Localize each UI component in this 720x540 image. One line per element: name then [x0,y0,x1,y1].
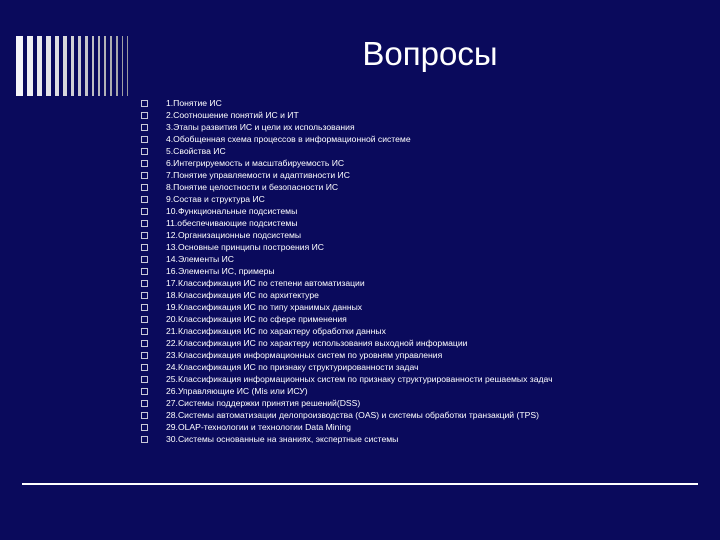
square-bullet-icon [141,292,148,299]
square-bullet-icon [141,184,148,191]
decorative-bar [92,36,94,96]
question-item [141,325,711,337]
decorative-bar [127,36,128,96]
question-item [141,145,711,157]
square-bullet-icon [141,100,148,107]
decorative-bar [122,36,123,96]
question-item [141,109,711,121]
square-bullet-icon [141,268,148,275]
question-item [141,385,711,397]
question-text: 23.Классификация информационных систем по уровням управления [166,350,443,360]
slide-title: Вопросы [362,35,498,72]
question-item [141,229,711,241]
question-item [141,349,711,361]
decorative-bar [104,36,106,96]
question-item [141,181,711,193]
square-bullet-icon [141,424,148,431]
question-text: 22.Классификация ИС по характеру использования выходной информации [166,338,468,348]
decorative-bars [16,36,156,96]
question-text: 16.Элементы ИС, примеры [166,266,275,276]
question-text: 2.Соотношение понятий ИС и ИТ [166,110,299,120]
square-bullet-icon [141,340,148,347]
question-item [141,169,711,181]
question-item [141,301,711,313]
question-text: 9.Состав и структура ИС [166,194,265,204]
question-item [141,193,711,205]
question-text: 12.Организационные подсистемы [166,230,302,240]
decorative-bar [16,36,23,96]
question-text: 1.Понятие ИС [166,98,222,108]
decorative-bar [85,36,88,96]
square-bullet-icon [141,376,148,383]
question-item [141,217,711,229]
square-bullet-icon [141,400,148,407]
question-item [141,361,711,373]
square-bullet-icon [141,364,148,371]
question-text: 7.Понятие управляемости и адаптивности ИС [166,170,350,180]
decorative-bar [46,36,51,96]
question-item [141,397,711,409]
question-text: 8.Понятие целостности и безопасности ИС [166,182,339,192]
square-bullet-icon [141,256,148,263]
decorative-bar [71,36,74,96]
question-item [141,421,711,433]
question-item [141,97,711,109]
question-text: 24.Классификация ИС по признаку структурированности задач [166,362,419,372]
question-text: 18.Классификация ИС по архитектуре [166,290,319,300]
square-bullet-icon [141,136,148,143]
decorative-bar [55,36,59,96]
square-bullet-icon [141,304,148,311]
square-bullet-icon [141,220,148,227]
question-text: 20.Классификация ИС по сфере применения [166,314,347,324]
question-item [141,265,711,277]
square-bullet-icon [141,112,148,119]
square-bullet-icon [141,232,148,239]
question-text: 19.Классификация ИС по типу хранимых данных [166,302,363,312]
question-text: 13.Основные принципы построения ИС [166,242,325,252]
decorative-bar [110,36,112,96]
question-text: 28.Системы автоматизации делопроизводства (OAS) и системы обработки транзакций (TPS) [166,410,539,420]
bottom-rule [22,483,698,485]
decorative-bar [116,36,118,96]
decorative-bar [63,36,67,96]
decorative-bar [37,36,42,96]
square-bullet-icon [141,160,148,167]
question-text: 29.OLAP-технологии и технологии Data Mining [166,422,351,432]
question-text: 3.Этапы развития ИС и цели их использования [166,122,355,132]
square-bullet-icon [141,148,148,155]
question-item [141,241,711,253]
question-text: 30.Системы основанные на знаниях, экспертные системы [166,434,399,444]
question-item [141,313,711,325]
question-item [141,277,711,289]
question-item [141,205,711,217]
square-bullet-icon [141,316,148,323]
question-text: 11.обеспечивающие подсистемы [166,218,298,228]
square-bullet-icon [141,196,148,203]
square-bullet-icon [141,172,148,179]
square-bullet-icon [141,124,148,131]
question-item [141,253,711,265]
question-text: 6.Интегрируемость и масштабируемость ИС [166,158,345,168]
question-item [141,373,711,385]
square-bullet-icon [141,328,148,335]
decorative-bar [98,36,100,96]
question-item [141,409,711,421]
question-text: 4.Обобщенная схема процессов в информационной системе [166,134,411,144]
square-bullet-icon [141,352,148,359]
question-text: 5.Свойства ИС [166,146,226,156]
question-text: 10.Функциональные подсистемы [166,206,298,216]
square-bullet-icon [141,208,148,215]
question-text: 17.Классификация ИС по степени автоматизации [166,278,365,288]
square-bullet-icon [141,244,148,251]
questions-list [141,97,711,445]
question-item [141,433,711,445]
question-item [141,289,711,301]
decorative-bar [78,36,81,96]
square-bullet-icon [141,388,148,395]
square-bullet-icon [141,280,148,287]
question-item [141,157,711,169]
square-bullet-icon [141,412,148,419]
question-item [141,337,711,349]
question-text: 26.Управляющие ИС (Mis или ИСУ) [166,386,308,396]
question-item [141,133,711,145]
question-item [141,121,711,133]
square-bullet-icon [141,436,148,443]
question-text: 14.Элементы ИС [166,254,234,264]
question-text: 21.Классификация ИС по характеру обработки данных [166,326,386,336]
decorative-bar [27,36,33,96]
question-text: 27.Системы поддержки принятия решений(DSS) [166,398,361,408]
question-text: 25.Классификация информационных систем по признаку структурированности решаемых задач [166,374,553,384]
